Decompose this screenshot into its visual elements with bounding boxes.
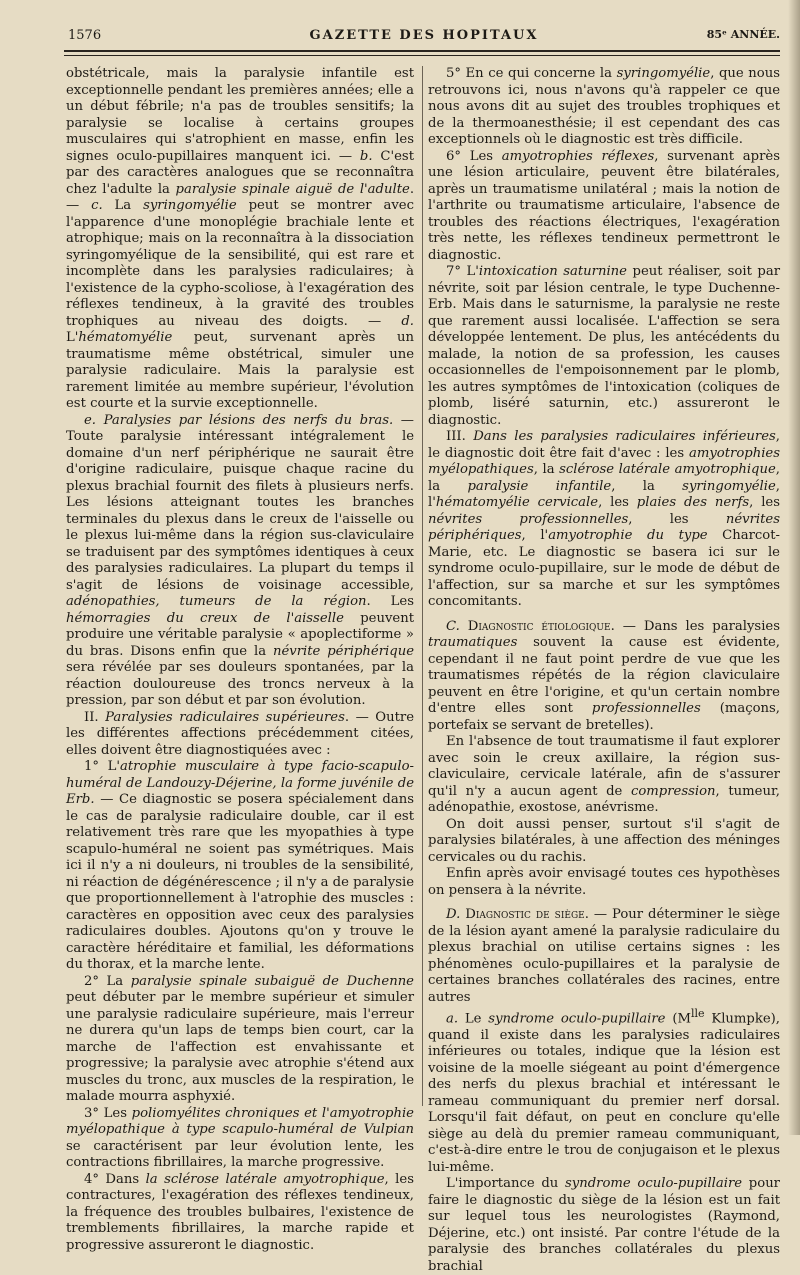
paragraph: 2° La paralysie spinale subaiguë de Duchenne peut débuter par le membre supérieur et simuler une paralysie radiculaire supérieure, mais l'erreur ne durera qu'un laps de temps bien court, car la marche de l'affection est envahissante et progressive; la paralysie avec atrophie s'étend aux muscles du tronc, aux muscles de la respiration, le malade mourra asphyxié. xyxy=(66,973,414,1104)
paragraph: D. Diagnostic de siège. — Pour déterminer le siège de la lésion ayant amené la paralysie radiculaire du plexus brachial on utilise certains signes : les phénomènes oculo-pupillaires et la paralysie de certaines branches collatérales des racines, entre autres xyxy=(428,907,781,1005)
paragraph: 7° L'intoxication saturnine peut réaliser, soit par névrite, soit par lésion centrale, le type Duchenne-Erb. Mais dans le saturnisme, la paralysie ne reste que rarement aussi localisée. L'affection se sera développée lentement. De plus, les antécédents du malade, la notion de sa profession, les causes occasionnelles de l'empoisonnement par le plomb, les autres symptômes de l'intoxication (coliques de plomb, liséré saturnin, etc.) assureront le diagnostic. xyxy=(428,264,781,428)
paragraph: e. Paralysies par lésions des nerfs du bras. — Toute paralysie intéressant intégralement le domaine d'un nerf périphérique ne saurait être d'origine radiculaire, puisque chaque racine du plexus brachial fournit des filets à plusieurs nerfs. Les lésions atteignant toutes les branches terminales du plexus dans le creux de l'aisselle ou le plexus lui-même dans la région sus-claviculaire se traduisent par des symptômes identiques à ceux des paralysies radiculaires. La plupart du temps il s'agit de lésions de voisinage accessible, adénopathies, tumeurs de la région. Les hémorragies du creux de l'aisselle peuvent produire une véritable paralysie « apoplectiforme » du bras. Disons enfin que la névrite périphérique sera révélée par ses douleurs spontanées, par la réaction douloureuse des troncs nerveux à la pression, par son début et par son évolution. xyxy=(66,412,414,708)
paragraph: 6° Les amyotrophies réflexes, survenant après une lésion articulaire, peuvent être bilatérales, après un traumatisme unilatéral ; mais la notion de l'arthrite ou traumatisme articulaire, l'absence de troubles des réactions électriques, l'exagération très nette, les réflexes tendineux permettront le diagnostic. xyxy=(428,148,780,263)
journal-title: GAZETTE DES HOPITAUX xyxy=(309,28,539,43)
paragraph: Enfin après avoir envisagé toutes ces hypothèses on pensera à la névrite. xyxy=(428,866,780,898)
right-column xyxy=(428,66,780,1275)
left-column xyxy=(66,66,414,1254)
page-binding-shadow xyxy=(788,0,800,1135)
paragraph: 3° Les poliomyélites chroniques et l'amyotrophie myélopathique à type scapulo-huméral de Vulpian se caractérisent par leur évolution lente, les contractions fibrillaires, la marche progressive. xyxy=(66,1105,414,1170)
paragraph: 4° Dans la sclérose latérale amyotrophique, les contractures, l'exagération des réflexes tendineux, la fréquence des troubles bulbaires, l'existence de tremblements fibrillaires, la marche rapide et progressive assureront le diagnostic. xyxy=(66,1171,414,1253)
paragraph: L'importance du syndrome oculo-pupillaire pour faire le diagnostic du siège de la lésion est un fait sur lequel tous les neurologistes (Raymond, Déjerine, etc.) ont insisté. Par contre l'étude de la paralysie des branches collatérales du plexus brachial xyxy=(428,1176,780,1274)
paragraph: En l'absence de tout traumatisme il faut explorer avec soin le creux axillaire, la région sus-claviculaire, cervicale latérale, afin de s'assurer qu'il n'y a aucun agent de compression, tumeur, adénopathie, exostose, anévrisme. xyxy=(428,734,780,815)
paragraph: III. Dans les paralysies radiculaires inférieures, le diagnostic doit être fait d'avec : les amyotrophies myélopathiques, la sclérose latérale amyotrophique, la paralysie infantile, la syringomyélie, l'hématomyélie cervicale, les plaies des nerfs, les névrites professionnelles, les névrites périphériques, l'amyotrophie du type Charcot-Marie, etc. Le diagnostic se basera ici sur le syndrome oculo-pupillaire, sur le mode de début de l'affection, sur sa marche et sur les symptômes concomitants. xyxy=(428,429,781,609)
paragraph: a. Le syndrome oculo-pupillaire ($M^{lle}$ Klumpke), quand il existe dans les paralysies radiculaires inférieures ou totales, indique que la lésion est voisine de la moelle siégeant au point d'émergence des nerfs du plexus brachial et intéressant le rameau communiquant du premier nerf dorsal. Lorsqu'il fait défaut, on peut en conclure qu'elle siège au delà du premier rameau communiquant, c'est-à-dire entre le trou de conjugaison et le plexus lui-même. xyxy=(428,1007,780,1175)
page-header xyxy=(68,28,780,48)
paragraph: obstétricale, mais la paralysie infantile est exceptionnelle pendant les premières années; elle a un début fébrile; n'a pas de troubles sensitifs; la paralysie se localise à certains groupes musculaires qui s'atrophient en masse, enfin les signes oculo-pupillaires manquent ici. — b. C'est par des caractères analogues que se reconnaîtra chez l'adulte la paralysie spinale aiguë de l'adulte. — c. La syringomyélie peut se montrer avec l'apparence d'une monoplégie brachiale lente et atrophique; mais on la reconnaîtra à la dissociation syringomyélique de la sensibilité, qui est rare et incomplète dans les paralysies radiculaires; à l'existence de la cypho-scoliose, à l'exagération des réflexes tendineux, à la gravité des troubles trophiques au niveau des doigts. — d. L'hématomyélie peut, survenant après un traumatisme même obstétrical, simuler une paralysie radiculaire. Mais la paralysie est rarement limitée au membre supérieur, l'évolution est courte et la survie exceptionnelle. xyxy=(66,66,415,411)
paragraph: 1° L'atrophie musculaire à type facio-scapulo-huméral de Landouzy-Déjerine, la forme juvénile de Erb. — Ce diagnostic se posera spécialement dans le cas de paralysie radiculaire double, car il est relativement très rare que les myopathies à type scapulo-huméral ne soient pas symétriques. Mais ici il n'y a ni douleurs, ni troubles de la sensibilité, ni réaction de dégénérescence ; il n'y a de paralysie que proportionnellement à l'atrophie des muscles : caractères en opposition avec ceux des paralysies radiculaires doubles. Ajoutons qu'on y trouve le caractère héréditaire et familial, les déformations du thorax, et la marche lente. xyxy=(66,759,415,972)
edition-label: 85ᵉ ANNÉE. xyxy=(706,28,780,41)
paragraph: II. Paralysies radiculaires supérieures. — Outre les différentes affections précédemment citées, elles doivent être diagnostiquées avec : xyxy=(66,709,415,758)
column-divider xyxy=(422,66,423,1106)
paragraph: C. Diagnostic étiologique. — Dans les paralysies traumatiques souvent la cause est évidente, cependant il ne faut point perdre de vue que les traumatismes répétés de la région claviculaire peuvent en être l'origine, et qu'un certain nombre d'entre elles sont professionnelles (maçons, portefaix se servant de bretelles). xyxy=(428,618,780,733)
paragraph: On doit aussi penser, surtout s'il s'agit de paralysies bilatérales, à une affection des méninges cervicales ou du rachis. xyxy=(428,816,780,865)
page-number: 1576 xyxy=(68,28,102,43)
header-rule-thin xyxy=(64,55,780,56)
paragraph: 5° En ce qui concerne la syringomyélie, que nous retrouvons ici, nous n'avons qu'à rappeler ce que nous avons dit au sujet des troubles trophiques et de la thermoanesthésie; il est cependant des cas exceptionnels où le diagnostic est très difficile. xyxy=(428,66,780,147)
header-rule-thick xyxy=(64,50,780,52)
